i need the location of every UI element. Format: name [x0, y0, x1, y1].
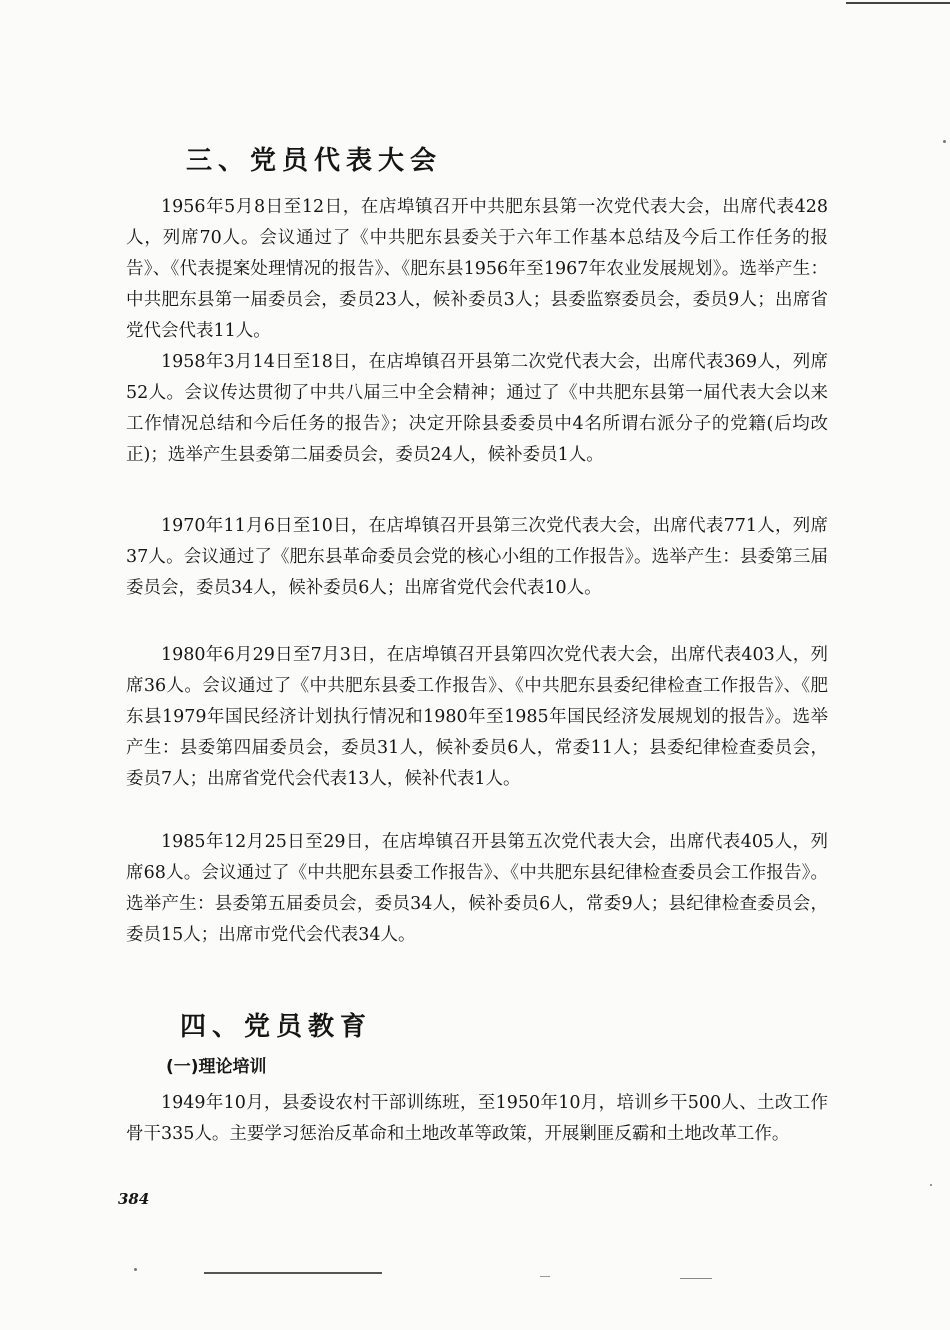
section-heading-congress: 三、党员代表大会: [186, 146, 443, 176]
paragraph-training-class: 1949年10月，县委设农村干部训练班，至1950年10月，培训乡干500人、土改工作骨干335人。主要学习惩治反革命和土地改革等政策，开展剿匪反霸和土地改革工作。: [126, 1093, 828, 1144]
scan-speck: [134, 1268, 137, 1271]
bottom-scan-rule: [204, 1272, 382, 1274]
paragraph-fifth-congress: 1985年12月25日至29日，在店埠镇召开县第五次党代表大会，出席代表405人，列席68人。会议通过了《中共肥东县委工作报告》、《中共肥东县纪律检查委员会工作报告》。选举产生：县委第五届委员会，委员34人，候补委员6人，常委9人；县纪律检查委员会，委员15人；出席市党代会代表34人。: [126, 832, 828, 945]
scan-speck: [943, 140, 946, 143]
paragraph-second-congress: 1958年3月14日至18日，在店埠镇召开县第二次党代表大会，出席代表369人，列席52人。会议传达贯彻了中共八届三中全会精神；通过了《中共肥东县第一届代表大会以来工作情况总结和今后任务的报告》；决定开除县委委员中4名所谓右派分子的党籍(后均改正)；选举产生县委第二届委员会，委员24人，候补委员1人。: [126, 352, 828, 465]
paragraph-first-congress: 1956年5月8日至12日，在店埠镇召开中共肥东县第一次党代表大会，出席代表428人，列席70人。会议通过了《中共肥东县委关于六年工作基本总结及今后工作任务的报告》、《代表提案处理情况的报告》、《肥东县1956年至1967年农业发展规划》。选举产生：中共肥东县第一届委员会，委员23人，候补委员3人；县委监察委员会，委员9人；出席省党代会代表11人。: [126, 197, 828, 341]
section-heading-education: 四、党员教育: [180, 1012, 373, 1042]
paragraph-third-congress: 1970年11月6日至10日，在店埠镇召开县第三次党代表大会，出席代表771人，列席37人。会议通过了《肥东县革命委员会党的核心小组的工作报告》。选举产生：县委第三届委员会，委员34人，候补委员6人；出席省党代会代表10人。: [126, 516, 828, 598]
page-number: 384: [118, 1190, 150, 1208]
subheading-theory-training: (一)理论培训: [166, 1057, 267, 1077]
top-edge-rule: [846, 2, 950, 4]
bottom-scan-mark-right: [680, 1278, 712, 1279]
bottom-scan-mark: [540, 1276, 550, 1277]
paragraph-fourth-congress: 1980年6月29日至7月3日，在店埠镇召开县第四次党代表大会，出席代表403人，列席36人。会议通过了《中共肥东县委工作报告》、《中共肥东县委纪律检查工作报告》、《肥东县1979年国民经济计划执行情况和1980年至1985年国民经济发展规划的报告》。选举产生：县委第四届委员会，委员31人，候补委员6人，常委11人；县委纪律检查委员会，委员7人；出席省党代会代表13人，候补代表1人。: [126, 645, 828, 789]
scan-speck: [930, 1184, 932, 1186]
